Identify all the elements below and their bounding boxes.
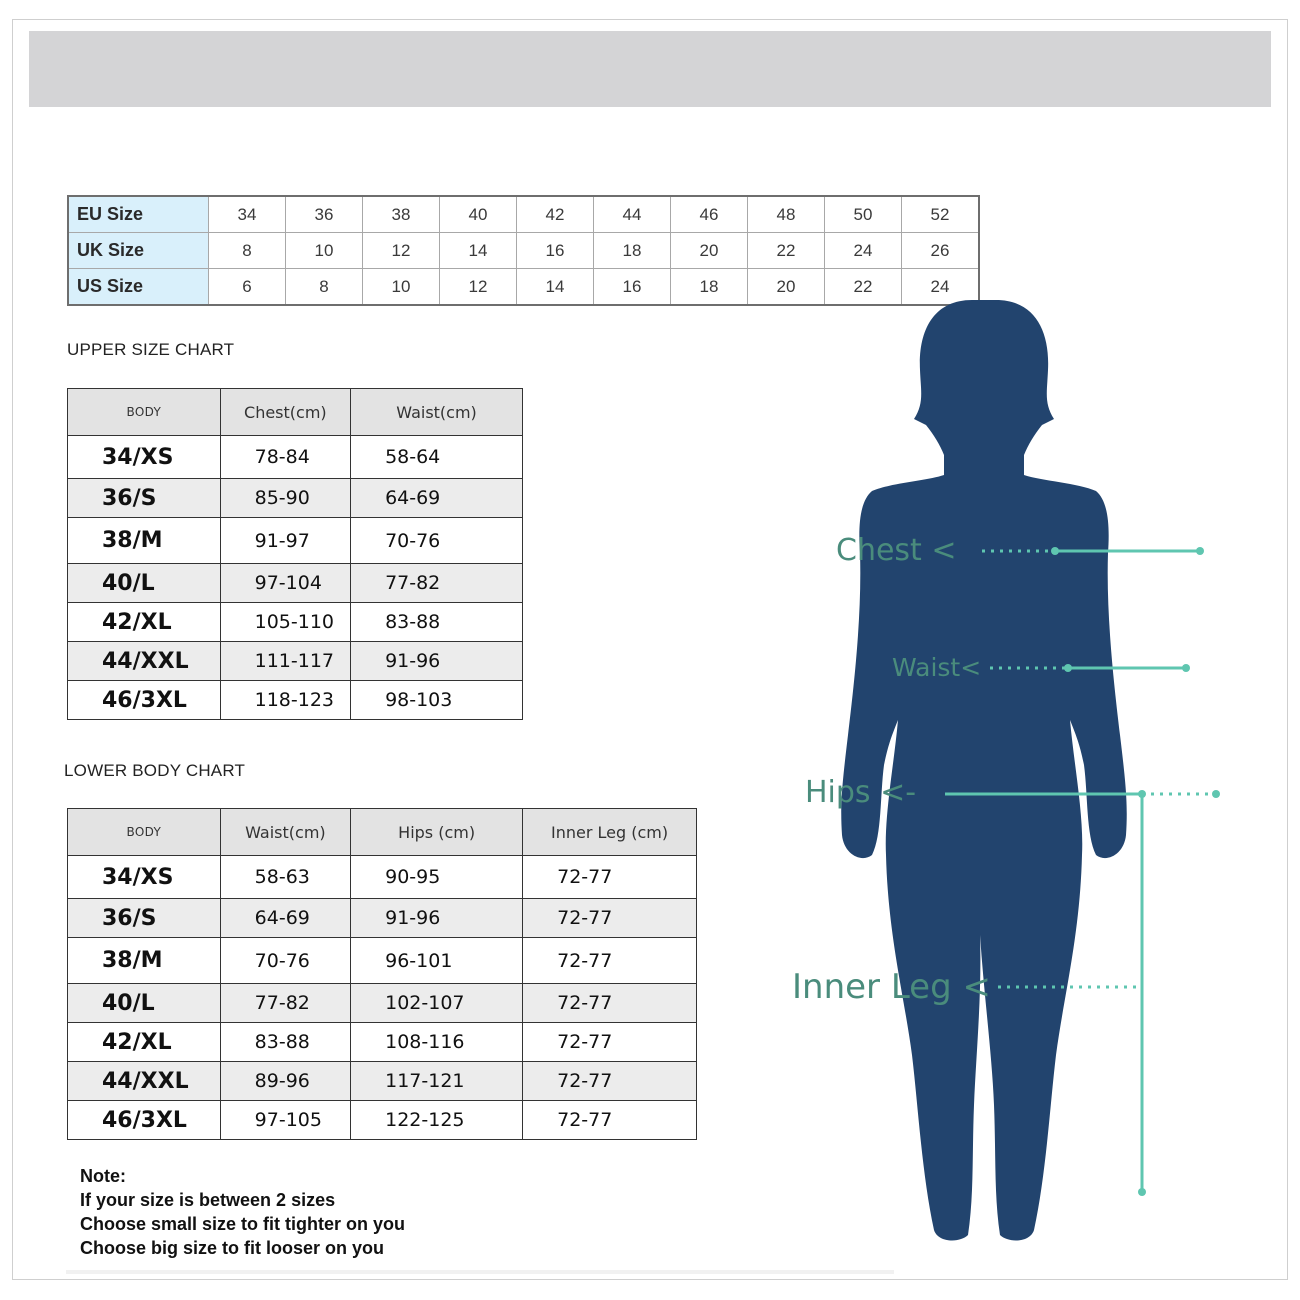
size-label: 34/XS: [68, 436, 221, 479]
note-line: Choose big size to fit looser on you: [80, 1238, 385, 1258]
conversion-row: [68, 196, 979, 233]
inner-leg-label: Inner Leg <: [792, 967, 991, 1007]
size-label: 46/3XL: [68, 681, 221, 720]
table-row: [68, 899, 697, 938]
note-line: Choose small size to fit tighter on you: [80, 1214, 406, 1234]
lower-size-chart: [67, 808, 697, 1140]
table-row: [68, 1023, 697, 1062]
conversion-cell: 12: [363, 233, 440, 269]
measurement-cell: 105-110: [220, 603, 350, 642]
measurement-cell: 58-64: [351, 436, 523, 479]
table-row: [68, 479, 523, 518]
measurement-cell: 64-69: [351, 479, 523, 518]
measurement-cell: 91-97: [220, 518, 350, 564]
conversion-cell: 10: [363, 269, 440, 306]
conversion-cell: 22: [748, 233, 825, 269]
size-label: 34/XS: [68, 856, 221, 899]
table-row: [68, 518, 523, 564]
measurement-cell: 70-76: [351, 518, 523, 564]
table-row: [68, 681, 523, 720]
conversion-cell: 26: [902, 233, 980, 269]
table-row: [68, 436, 523, 479]
header-banner: [29, 31, 1271, 107]
upper-size-chart: [67, 388, 523, 720]
conversion-cell: 18: [671, 269, 748, 306]
size-label: 36/S: [68, 479, 221, 518]
conversion-cell: 36: [286, 196, 363, 233]
table-row: [68, 603, 523, 642]
size-label: 44/XXL: [68, 642, 221, 681]
conversion-cell: 24: [902, 269, 980, 306]
measurement-cell: 89-96: [220, 1062, 350, 1101]
lower-chart-title: LOWER BODY CHART: [64, 761, 246, 780]
measurement-cell: 72-77: [523, 984, 697, 1023]
woman-silhouette: [841, 300, 1127, 1240]
size-label: 46/3XL: [68, 1101, 221, 1140]
table-row: [68, 642, 523, 681]
conversion-cell: 42: [517, 196, 594, 233]
body-column-header: BODY: [68, 809, 221, 856]
conversion-row-label: US Size: [68, 269, 209, 306]
column-header: Waist(cm): [220, 809, 350, 856]
table-row: [68, 1101, 697, 1140]
measurement-cell: 72-77: [523, 899, 697, 938]
measurement-cell: 70-76: [220, 938, 350, 984]
conversion-cell: 8: [286, 269, 363, 306]
chest-point: [1051, 547, 1059, 555]
body-figure-diagram: [780, 295, 1280, 1255]
conversion-cell: 40: [440, 196, 517, 233]
size-label: 36/S: [68, 899, 221, 938]
column-header: Waist(cm): [351, 389, 523, 436]
conversion-cell: 52: [902, 196, 980, 233]
measurement-cell: 72-77: [523, 1101, 697, 1140]
measurement-cell: 72-77: [523, 856, 697, 899]
column-header: Inner Leg (cm): [523, 809, 697, 856]
waist-point: [1182, 664, 1190, 672]
conversion-cell: 46: [671, 196, 748, 233]
conversion-cell: 44: [594, 196, 671, 233]
size-note: [80, 1164, 405, 1260]
conversion-cell: 20: [748, 269, 825, 306]
conversion-cell: 16: [594, 269, 671, 306]
size-label: 42/XL: [68, 1023, 221, 1062]
size-label: 44/XXL: [68, 1062, 221, 1101]
note-title: Note:: [80, 1166, 126, 1186]
hips-label: Hips <-: [805, 775, 917, 810]
hips-point: [1212, 790, 1220, 798]
note-line: If your size is between 2 sizes: [80, 1190, 336, 1210]
measurement-cell: 108-116: [351, 1023, 523, 1062]
measurement-cell: 77-82: [220, 984, 350, 1023]
measurement-cell: 118-123: [220, 681, 350, 720]
measurement-cell: 90-95: [351, 856, 523, 899]
conversion-cell: 20: [671, 233, 748, 269]
chart-header-row: [68, 389, 523, 436]
measurement-cell: 78-84: [220, 436, 350, 479]
size-label: 38/M: [68, 938, 221, 984]
chart-header-row: [68, 809, 697, 856]
table-row: [68, 938, 697, 984]
conversion-cell: 6: [209, 269, 286, 306]
size-conversion-table: [67, 195, 980, 306]
divider: [66, 1270, 894, 1274]
size-label: 42/XL: [68, 603, 221, 642]
measurement-cell: 91-96: [351, 899, 523, 938]
conversion-cell: 22: [825, 269, 902, 306]
conversion-cell: 16: [517, 233, 594, 269]
measurement-cell: 98-103: [351, 681, 523, 720]
upper-chart-title: UPPER SIZE CHART: [67, 340, 235, 359]
measurement-cell: 97-104: [220, 564, 350, 603]
measurement-cell: 72-77: [523, 1062, 697, 1101]
chest-label: Chest <: [836, 533, 957, 568]
conversion-cell: 50: [825, 196, 902, 233]
conversion-row: [68, 233, 979, 269]
column-header: Hips (cm): [351, 809, 523, 856]
measurement-cell: 91-96: [351, 642, 523, 681]
measurement-cell: 72-77: [523, 938, 697, 984]
conversion-row-label: EU Size: [68, 196, 209, 233]
conversion-cell: 14: [440, 233, 517, 269]
measurement-cell: 97-105: [220, 1101, 350, 1140]
table-row: [68, 564, 523, 603]
waist-point: [1064, 664, 1072, 672]
measurement-cell: 102-107: [351, 984, 523, 1023]
body-column-header: BODY: [68, 389, 221, 436]
measurement-cell: 96-101: [351, 938, 523, 984]
measurement-cell: 77-82: [351, 564, 523, 603]
conversion-cell: 12: [440, 269, 517, 306]
conversion-cell: 38: [363, 196, 440, 233]
table-row: [68, 1062, 697, 1101]
table-row: [68, 856, 697, 899]
conversion-cell: 48: [748, 196, 825, 233]
conversion-cell: 18: [594, 233, 671, 269]
conversion-row-label: UK Size: [68, 233, 209, 269]
measurement-cell: 85-90: [220, 479, 350, 518]
conversion-cell: 10: [286, 233, 363, 269]
measurement-cell: 122-125: [351, 1101, 523, 1140]
size-label: 40/L: [68, 564, 221, 603]
size-label: 38/M: [68, 518, 221, 564]
measurement-cell: 111-117: [220, 642, 350, 681]
conversion-cell: 24: [825, 233, 902, 269]
table-row: [68, 984, 697, 1023]
measurement-cell: 72-77: [523, 1023, 697, 1062]
measurement-cell: 117-121: [351, 1062, 523, 1101]
measurement-cell: 83-88: [220, 1023, 350, 1062]
conversion-cell: 34: [209, 196, 286, 233]
measurement-cell: 58-63: [220, 856, 350, 899]
inner-leg-point: [1138, 1188, 1146, 1196]
column-header: Chest(cm): [220, 389, 350, 436]
size-label: 40/L: [68, 984, 221, 1023]
waist-label: Waist<: [892, 653, 982, 682]
measurement-cell: 64-69: [220, 899, 350, 938]
conversion-cell: 14: [517, 269, 594, 306]
conversion-cell: 8: [209, 233, 286, 269]
measurement-cell: 83-88: [351, 603, 523, 642]
chest-point: [1196, 547, 1204, 555]
